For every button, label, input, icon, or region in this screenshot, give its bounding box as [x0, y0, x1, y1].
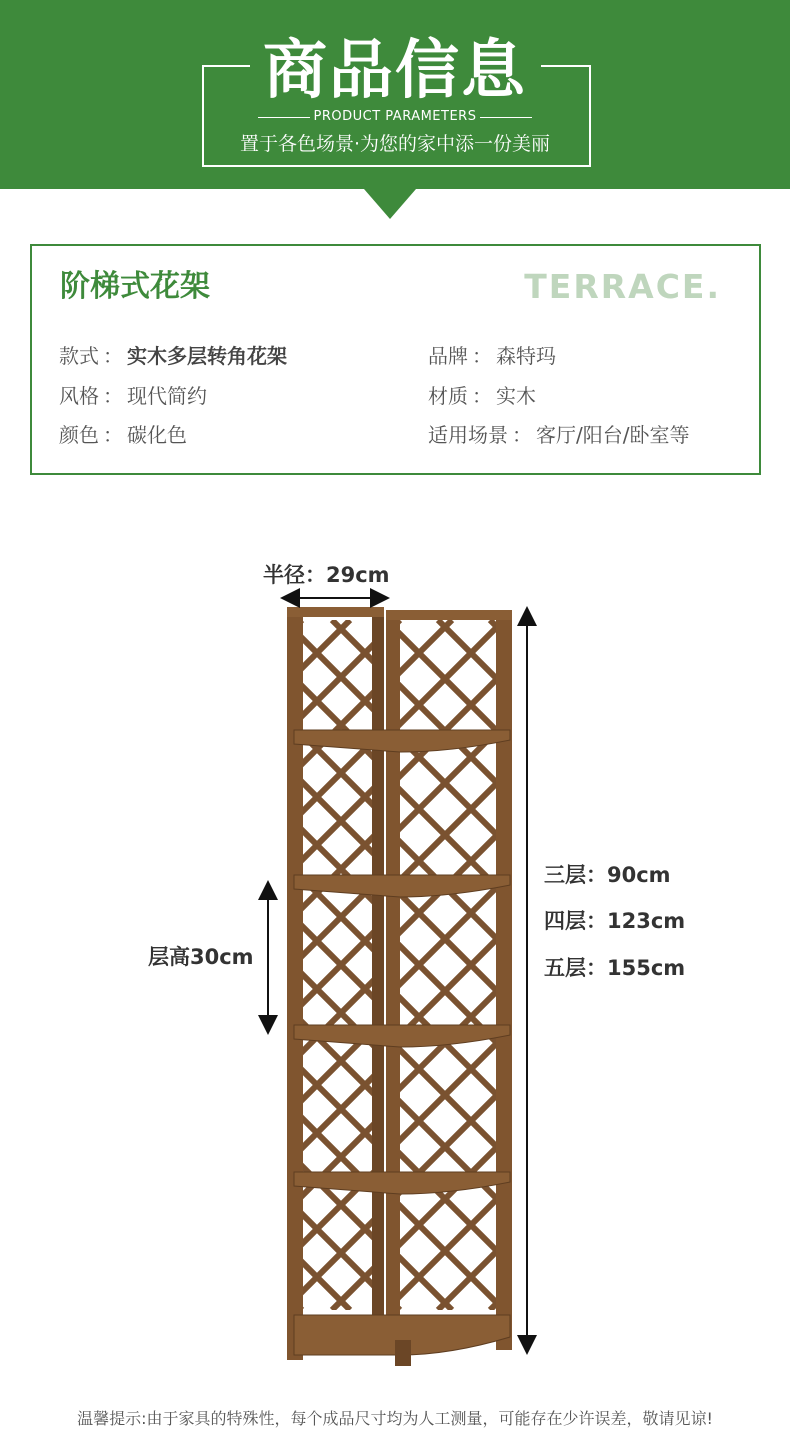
lattice-slat — [716, 620, 790, 1310]
subtitle-chinese: 置于各色场景·为您的家中添一份美丽 — [239, 133, 551, 155]
radius-label: 半径：29cm — [263, 563, 390, 587]
spec-label: 适用场景 — [428, 423, 508, 447]
front-leg — [395, 1340, 411, 1366]
lattice-slat — [0, 620, 638, 1310]
spec-separator: ： — [472, 384, 492, 408]
spec-separator: ： — [103, 384, 123, 408]
spec-value: 实木多层转角花架 — [127, 344, 287, 368]
post-middle-left — [372, 612, 384, 1347]
height-three-tier: 三层：90cm — [544, 863, 671, 887]
top-rail-right — [386, 610, 512, 620]
post-left — [287, 607, 303, 1360]
lattice-slat — [236, 620, 790, 1310]
post-right — [496, 610, 512, 1350]
top-rail-left — [287, 607, 384, 617]
spec-separator: ： — [103, 423, 123, 447]
footer-note: 温馨提示:由于家具的特殊性，每个成品尺寸均为人工测量，可能存在少许误差，敬请见谅! — [77, 1409, 713, 1428]
subtitle-english: PRODUCT PARAMETERS — [313, 109, 477, 124]
spec-value: 森特玛 — [496, 344, 556, 368]
lattice-slat — [668, 620, 790, 1310]
lattice-slat — [282, 620, 790, 1310]
lattice-slat — [284, 620, 790, 1310]
lattice-slat — [0, 620, 638, 1310]
lattice-slat — [0, 620, 608, 1310]
spec-label: 风格 — [59, 384, 99, 408]
lattice-slat — [0, 620, 542, 1310]
page-title: 商品信息 — [263, 34, 527, 108]
lattice-slat — [698, 620, 790, 1310]
lattice-slat — [282, 620, 790, 1310]
lattice-slat — [178, 620, 790, 1310]
post-middle-right — [386, 612, 400, 1347]
lattice-slat — [668, 620, 790, 1310]
lattice-slat — [750, 620, 790, 1310]
info-title: 阶梯式花架 — [60, 269, 210, 304]
lattice-slat — [764, 620, 790, 1310]
height-four-tier: 四层：123cm — [544, 909, 686, 933]
lattice-slat — [236, 620, 790, 1310]
spec-label: 材质 — [428, 384, 468, 408]
spec-separator: ： — [103, 344, 123, 368]
spec-label: 颜色 — [59, 423, 99, 447]
spec-label: 品牌 — [428, 344, 468, 368]
lattice-slat — [698, 620, 790, 1310]
lattice-slat — [764, 620, 790, 1310]
lattice-slat — [0, 620, 608, 1310]
spec-separator: ： — [472, 344, 492, 368]
lattice-slat — [716, 620, 790, 1310]
spec-label: 款式 — [59, 344, 99, 368]
spec-value: 客厅/阳台/卧室等 — [536, 423, 690, 447]
spec-value: 碳化色 — [127, 423, 187, 447]
spec-value: 现代简约 — [127, 384, 207, 408]
spec-value: 实木 — [496, 384, 536, 408]
lattice-slat — [750, 620, 790, 1310]
height-five-tier: 五层：155cm — [544, 956, 686, 980]
lattice-slat — [178, 620, 790, 1310]
lattice-slat — [0, 620, 542, 1310]
spec-separator: ： — [512, 423, 532, 447]
lattice-slat — [284, 620, 790, 1310]
info-watermark: TERRACE. — [524, 267, 721, 306]
layer-height-label: 层高30cm — [148, 945, 254, 969]
shelf-board — [294, 875, 510, 897]
